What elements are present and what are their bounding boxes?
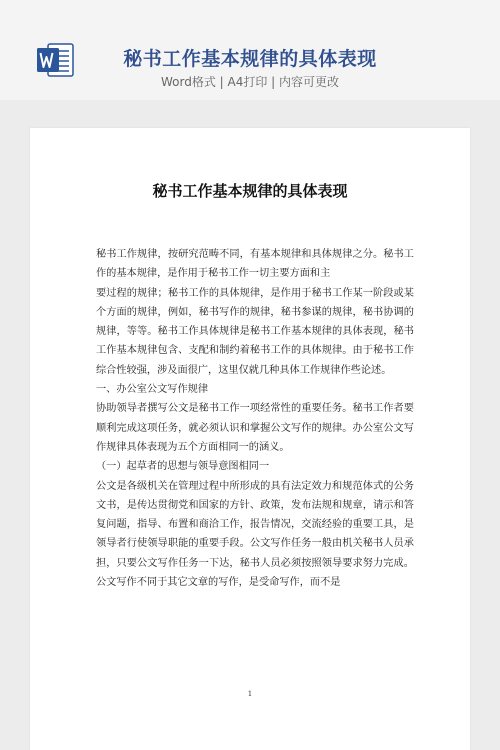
- document-title: 秘书工作基本规律的具体表现: [152, 182, 348, 200]
- paragraph: 协助领导者撰写公文是秘书工作一项经常性的重要任务。秘书工作者要顺利完成这项任务，就必须认识和掌握公文写作的规律。办公室公文写作规律具体表现为五个方面相同一的涵义。: [96, 403, 414, 453]
- page-number: 1: [247, 690, 253, 698]
- header: [0, 0, 500, 100]
- subsection-heading: （一）起草者的思想与领导意图相同一: [96, 461, 270, 473]
- paragraph: 要过程的规律；秘书工作的具体规律，是作用于秘书工作某一阶段或某个方面的规律，例如，秘书写作的规律，秘书参谋的规律，秘书协调的规律，等等。秘书工作具体规律是秘书工作基本规律的具体表现，秘书工作基本规律包含、支配和制约着秘书工作的具体规律。由于秘书工作综合性较强，涉及面很广，这里仅就几种具体工作规律作些论述。: [96, 287, 414, 376]
- section-heading: 一、办公室公文写作规律: [96, 384, 209, 396]
- paragraph: 公文是各级机关在管理过程中所形成的具有法定效力和规范体式的公务文书，是传达贯彻党和国家的方针、政策，发布法规和规章，请示和答复问题，指导、布置和商洽工作，报告情况，交流经验的重要工具，是领导者行使领导职能的重要手段。公文写作任务一般由机关秘书人员承担，只要公文写作任务一下达，秘书人员必须按照领导要求努力完成。公文写作不同于其它文章的写作，是受命写作，而不是: [96, 480, 414, 589]
- document-page: [30, 128, 470, 750]
- document-body: [96, 245, 414, 592]
- header-title: 秘书工作基本规律的具体表现: [123, 48, 377, 70]
- paragraph: 秘书工作规律，按研究范畴不同，有基本规律和具体规律之分。秘书工作的基本规律，是作用于秘书工作一切主要方面和主: [96, 249, 414, 280]
- header-subtitle: Word格式 | A4打印 | 内容可更改: [160, 75, 340, 89]
